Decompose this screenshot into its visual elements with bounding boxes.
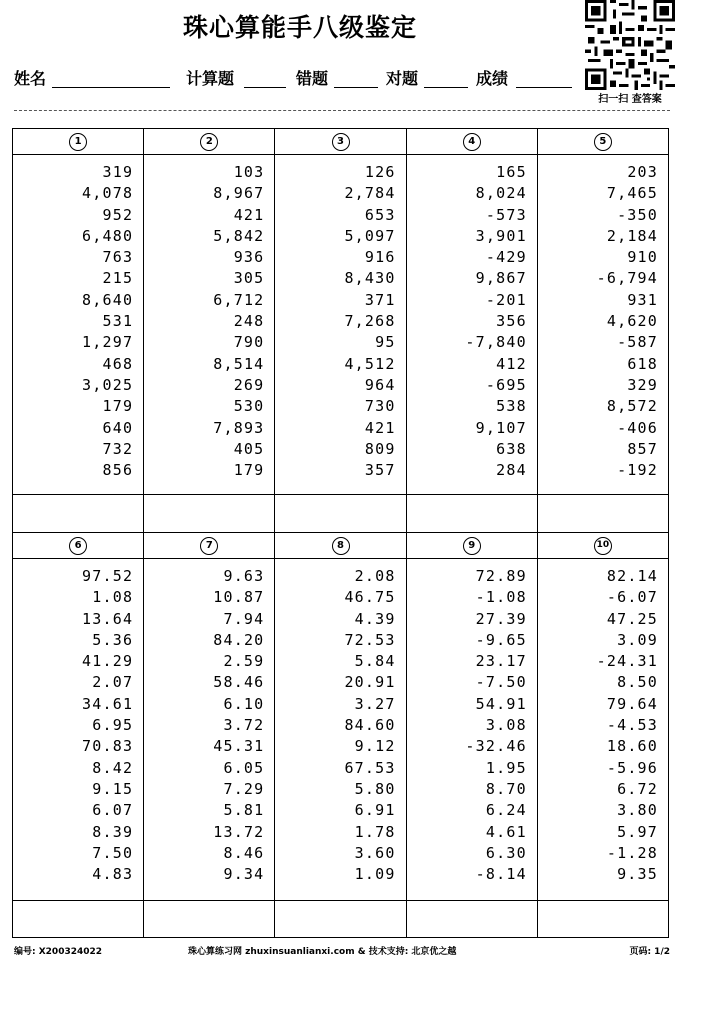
number-value: 67.53 — [344, 758, 396, 777]
number-value: 103 — [233, 163, 265, 181]
number-value: 405 — [233, 439, 265, 458]
number-value: 910 — [627, 248, 659, 267]
number-value: 9.35 — [617, 865, 659, 884]
number-value: 10.87 — [213, 588, 265, 607]
number-value: 269 — [233, 375, 265, 394]
number-value: 27.39 — [475, 609, 527, 628]
score-field[interactable] — [516, 87, 572, 88]
number-value: 5.84 — [354, 652, 396, 671]
number-value: 4,620 — [606, 312, 659, 331]
number-value: 3,025 — [82, 375, 134, 394]
number-value: 531 — [102, 312, 134, 331]
number-value: 5,097 — [344, 226, 396, 245]
number-value: 790 — [233, 333, 265, 352]
number-value: 730 — [364, 397, 396, 416]
number-value: 9.34 — [223, 865, 265, 884]
number-value: 2,784 — [344, 184, 396, 203]
page-number: 页码: 1/2 — [629, 947, 670, 957]
number-value: 18.60 — [606, 737, 659, 756]
number-value: 8,514 — [213, 354, 265, 373]
number-value: -5.96 — [606, 758, 659, 777]
number-value: 13.64 — [82, 609, 134, 628]
right-field[interactable] — [424, 87, 468, 88]
number-value: 6,712 — [213, 290, 265, 309]
problem-column — [143, 559, 274, 900]
number-value: 2,184 — [606, 226, 659, 245]
number-value: -4.53 — [606, 716, 659, 735]
number-value: 54.91 — [475, 694, 527, 713]
number-value: 8,430 — [344, 269, 396, 288]
number-value: 6.95 — [92, 716, 134, 735]
right-label: 对题 — [386, 69, 419, 88]
number-value: 640 — [102, 418, 134, 437]
number-value: 8.39 — [92, 822, 134, 841]
number-value: -429 — [485, 248, 527, 267]
number-value: 1.09 — [354, 865, 396, 884]
number-value: 357 — [364, 461, 396, 480]
number-value: 538 — [496, 397, 527, 416]
number-value: 9.63 — [223, 567, 265, 585]
section1-answer-row — [13, 495, 668, 533]
problem-column — [406, 559, 537, 900]
number-value: 8,572 — [606, 397, 659, 416]
number-value: -1.08 — [475, 588, 527, 607]
cut-line-divider — [14, 110, 670, 111]
number-value: 7,893 — [213, 418, 265, 437]
number-value: 5,842 — [213, 226, 265, 245]
number-value: 7,268 — [344, 312, 396, 331]
section1-numbers-row — [13, 155, 668, 495]
number-value: 165 — [496, 163, 527, 181]
number-list — [465, 566, 526, 885]
number-value: 319 — [102, 163, 134, 181]
number-value: 931 — [627, 290, 659, 309]
answer-cell[interactable] — [406, 901, 537, 937]
number-value: 1,297 — [82, 333, 134, 352]
problem-column — [143, 155, 274, 494]
problem-column — [537, 155, 668, 494]
number-value: 8.50 — [617, 673, 659, 692]
number-value: 4,512 — [344, 354, 396, 373]
number-value: 857 — [627, 439, 659, 458]
name-label: 姓名 — [14, 69, 47, 88]
number-value: 84.60 — [344, 716, 396, 735]
number-value: 856 — [102, 461, 134, 480]
number-value: 7.50 — [92, 843, 134, 862]
number-value: 179 — [102, 397, 134, 416]
number-value: 6.07 — [92, 801, 134, 820]
problem-number: 6 — [69, 537, 87, 555]
number-value: 6.05 — [223, 758, 265, 777]
number-value: 8,967 — [213, 184, 265, 203]
number-value: 329 — [627, 375, 659, 394]
number-value: 2.07 — [92, 673, 134, 692]
number-value: 95 — [375, 333, 396, 352]
number-value: 653 — [364, 205, 396, 224]
serial-number: 编号: X200324022 — [14, 947, 103, 957]
number-value: -24.31 — [596, 652, 659, 671]
answer-cell[interactable] — [537, 901, 668, 937]
problem-number: 2 — [200, 133, 218, 151]
number-list — [465, 162, 526, 481]
number-value: 5.81 — [223, 801, 265, 820]
number-value: 8,024 — [475, 184, 527, 203]
student-info-row — [14, 66, 584, 90]
answer-cell[interactable] — [274, 495, 405, 532]
number-value: 7.94 — [223, 609, 265, 628]
problem-number: 4 — [463, 133, 481, 151]
number-value: 9,107 — [475, 418, 527, 437]
answer-cell[interactable] — [406, 495, 537, 532]
number-value: 638 — [496, 439, 527, 458]
problem-header — [537, 129, 668, 154]
number-value: 952 — [102, 205, 134, 224]
number-value: 8.70 — [485, 779, 527, 798]
number-value: 5.80 — [354, 779, 396, 798]
number-value: 20.91 — [344, 673, 396, 692]
number-value: 8.46 — [223, 843, 265, 862]
number-value: -573 — [485, 205, 527, 224]
number-value: 6.10 — [223, 694, 265, 713]
number-value: 97.52 — [82, 567, 134, 585]
number-value: 7.29 — [223, 779, 265, 798]
number-value: 4.61 — [485, 822, 527, 841]
number-value: 126 — [364, 163, 396, 181]
number-list — [82, 566, 133, 885]
number-value: 3.60 — [354, 843, 396, 862]
number-value: 421 — [233, 205, 265, 224]
number-list — [213, 566, 264, 885]
number-value: 9,867 — [475, 269, 527, 288]
number-value: 412 — [496, 354, 527, 373]
number-value: 3,901 — [475, 226, 527, 245]
number-value: 70.83 — [82, 737, 134, 756]
number-value: -7.50 — [475, 673, 527, 692]
problem-number: 5 — [594, 133, 612, 151]
count-label: 计算题 — [186, 69, 235, 88]
answer-cell[interactable] — [537, 495, 668, 532]
number-value: -9.65 — [475, 630, 527, 649]
page-title: 珠心算能手八级鉴定 — [182, 13, 417, 42]
answer-cell[interactable] — [143, 495, 274, 532]
problem-header — [274, 533, 405, 558]
number-value: 936 — [233, 248, 265, 267]
number-value: 8.42 — [92, 758, 134, 777]
number-list — [82, 162, 133, 481]
problem-column — [406, 155, 537, 494]
number-value: 5.36 — [92, 630, 134, 649]
number-value: 763 — [102, 248, 134, 267]
number-value: 732 — [102, 439, 134, 458]
number-value: 964 — [364, 375, 396, 394]
number-value: 13.72 — [213, 822, 265, 841]
problem-number: 1 — [69, 133, 87, 151]
number-value: 468 — [102, 354, 134, 373]
site-credit: 珠心算练习网 zhuxinsuanlianxi.com & 技术支持: 北京优之越 — [188, 947, 457, 957]
number-value: 3.80 — [617, 801, 659, 820]
wrong-field[interactable] — [334, 87, 378, 88]
problem-header — [143, 129, 274, 154]
problem-number: 3 — [332, 133, 350, 151]
number-value: 2.08 — [354, 567, 396, 585]
number-value: 3.72 — [223, 716, 265, 735]
number-value: 203 — [627, 163, 659, 181]
problem-header — [13, 533, 143, 558]
page-footer — [14, 944, 670, 958]
wrong-label: 错题 — [296, 69, 329, 88]
number-value: -201 — [485, 290, 527, 309]
number-value: 530 — [233, 397, 265, 416]
number-value: 371 — [364, 290, 396, 309]
number-list — [597, 566, 658, 885]
number-value: 3.08 — [485, 716, 527, 735]
section1-header-row — [13, 129, 668, 155]
number-value: 305 — [233, 269, 265, 288]
number-value: 82.14 — [606, 567, 659, 585]
number-value: 8,640 — [82, 290, 134, 309]
number-value: 72.53 — [344, 630, 396, 649]
exercise-sheet — [12, 128, 669, 938]
section2-header-row — [13, 533, 668, 559]
problem-column — [274, 155, 405, 494]
problem-header — [143, 533, 274, 558]
number-value: 23.17 — [475, 652, 527, 671]
number-value: -695 — [485, 375, 527, 394]
problem-number: 9 — [463, 537, 481, 555]
number-value: -32.46 — [465, 737, 527, 756]
number-value: 6.91 — [354, 801, 396, 820]
number-value: 46.75 — [344, 588, 396, 607]
problem-number: 7 — [200, 537, 218, 555]
number-value: 1.78 — [354, 822, 396, 841]
number-value: -350 — [617, 205, 659, 224]
problem-header — [406, 129, 537, 154]
answer-cell[interactable] — [143, 901, 274, 937]
number-value: 79.64 — [606, 694, 659, 713]
number-list — [213, 162, 264, 481]
number-value: -6.07 — [606, 588, 659, 607]
number-value: 248 — [233, 312, 265, 331]
problem-header — [274, 129, 405, 154]
problem-column — [13, 155, 143, 494]
number-value: 3.09 — [617, 630, 659, 649]
number-value: 4.83 — [92, 865, 134, 884]
problem-header — [406, 533, 537, 558]
number-value: 3.27 — [354, 694, 396, 713]
number-value: 4,078 — [82, 184, 134, 203]
number-value: 9.12 — [354, 737, 396, 756]
number-value: 809 — [364, 439, 396, 458]
number-value: 6.24 — [485, 801, 527, 820]
count-field[interactable] — [244, 87, 286, 88]
number-value: 6.72 — [617, 779, 659, 798]
problem-number: 8 — [332, 537, 350, 555]
section2-numbers-row — [13, 559, 668, 901]
section2-answer-row — [13, 901, 668, 937]
number-value: 7,465 — [606, 184, 659, 203]
number-value: -587 — [617, 333, 659, 352]
number-value: -8.14 — [475, 865, 527, 884]
number-value: 4.39 — [354, 609, 396, 628]
number-value: 58.46 — [213, 673, 265, 692]
number-value: 215 — [102, 269, 134, 288]
number-value: -192 — [617, 461, 659, 480]
number-list — [344, 566, 395, 885]
number-value: 41.29 — [82, 652, 134, 671]
problem-number: 10 — [594, 537, 612, 555]
qr-caption: 扫一扫 查答案 — [598, 94, 662, 105]
number-value: 6.30 — [485, 843, 527, 862]
number-value: 356 — [496, 312, 527, 331]
problem-column — [13, 559, 143, 900]
answer-cell[interactable] — [13, 495, 143, 532]
answer-cell[interactable] — [274, 901, 405, 937]
score-label: 成绩 — [476, 69, 509, 88]
number-value: 1.95 — [485, 758, 527, 777]
problem-header — [13, 129, 143, 154]
number-value: 2.59 — [223, 652, 265, 671]
number-value: 284 — [496, 461, 527, 480]
qr-code-icon[interactable] — [585, 0, 675, 90]
number-value: 9.15 — [92, 779, 134, 798]
number-value: 5.97 — [617, 822, 659, 841]
problem-column — [274, 559, 405, 900]
number-value: 84.20 — [213, 630, 265, 649]
number-value: 45.31 — [213, 737, 265, 756]
number-value: 179 — [233, 461, 265, 480]
answer-cell[interactable] — [13, 901, 143, 937]
number-value: -6,794 — [596, 269, 659, 288]
number-value: 34.61 — [82, 694, 134, 713]
problem-header — [537, 533, 668, 558]
number-value: 6,480 — [82, 226, 134, 245]
problem-column — [537, 559, 668, 900]
number-value: -406 — [617, 418, 659, 437]
number-list — [344, 162, 395, 481]
number-value: 47.25 — [606, 609, 659, 628]
number-value: -7,840 — [465, 333, 527, 352]
number-value: 916 — [364, 248, 396, 267]
name-field[interactable] — [52, 87, 170, 88]
number-list — [597, 162, 658, 481]
number-value: 618 — [627, 354, 659, 373]
number-value: 1.08 — [92, 588, 134, 607]
number-value: 421 — [364, 418, 396, 437]
number-value: 72.89 — [475, 567, 527, 585]
number-value: -1.28 — [606, 843, 659, 862]
